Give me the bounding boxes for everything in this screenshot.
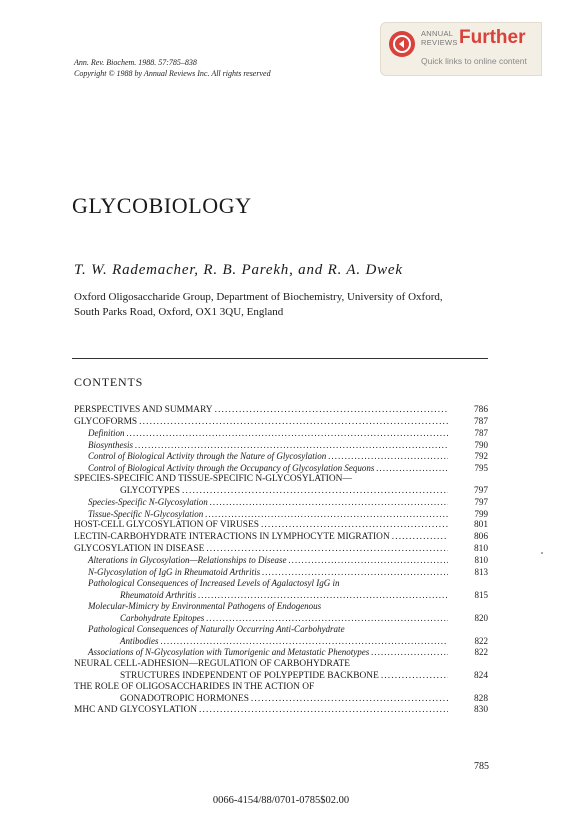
toc-entry-page: 815 — [474, 589, 488, 600]
toc-entry-title: GLYCOFORMS — [74, 416, 138, 427]
toc-leader-dots — [371, 647, 448, 659]
play-icon — [389, 31, 415, 57]
toc-entry-page: 813 — [474, 566, 488, 577]
toc-leader-dots — [376, 463, 448, 475]
toc-entry-title: Pathological Consequences of Naturally Occurring Anti-Carbohydrate — [88, 624, 345, 635]
toc-entry[interactable] — [74, 486, 488, 498]
toc-entry-title: NEURAL CELL-ADHESION—REGULATION OF CARBOHYDRATE — [74, 659, 350, 670]
affiliation-line-1: Oxford Oligosaccharide Group, Department of Biochemistry, University of Oxford, — [74, 291, 443, 303]
toc-entry[interactable] — [74, 417, 488, 429]
toc-entry-title: Control of Biological Activity through the Nature of Glycosylation — [88, 451, 327, 462]
toc-leader-dots — [262, 567, 448, 579]
toc-leader-dots — [261, 520, 448, 532]
authors: T. W. Rademacher, R. B. Parekh, and R. A. Dwek — [74, 262, 403, 278]
toc-entry[interactable] — [74, 705, 488, 717]
citation-line-1: Ann. Rev. Biochem. 1988. 57:785–838 — [74, 58, 197, 67]
toc-entry[interactable] — [74, 520, 488, 532]
citation — [74, 57, 271, 79]
toc-entry-title: Tissue-Specific N-Glycosylation — [88, 508, 204, 519]
toc-leader-dots — [210, 497, 448, 509]
toc-entry-page: 830 — [473, 705, 488, 716]
toc-entry-page: 786 — [473, 405, 488, 415]
toc-entry[interactable] — [74, 647, 488, 659]
toc-entry-page: 797 — [474, 497, 488, 508]
toc-leader-dots — [182, 486, 448, 498]
toc-entry[interactable] — [74, 682, 488, 694]
affiliation-line-2: South Parks Road, Oxford, OX1 3QU, England — [74, 306, 284, 318]
toc-entry-page: 828 — [473, 693, 488, 704]
toc-leader-dots — [135, 440, 448, 452]
toc-entry-title: Antibodies — [120, 635, 159, 646]
stray-mark — [541, 552, 543, 554]
toc-entry-title: GLYCOSYLATION IN DISEASE — [74, 543, 205, 554]
toc-entry-page: 787 — [474, 428, 488, 439]
toc-entry[interactable] — [74, 544, 488, 556]
banner-annual: ANNUAL — [421, 29, 454, 38]
toc-entry[interactable] — [74, 694, 488, 706]
toc-entry[interactable] — [74, 567, 488, 579]
toc-entry-page: 806 — [473, 532, 488, 543]
toc-entry[interactable] — [74, 601, 488, 613]
toc-entry-title: Species-Specific N-Glycosylation — [88, 497, 208, 508]
toc-leader-dots — [392, 532, 448, 544]
toc-entry-title: Definition — [88, 428, 125, 439]
toc-entry[interactable] — [74, 671, 488, 683]
toc-entry-title: LECTIN-CARBOHYDRATE INTERACTIONS IN LYMPHOCYTE MIGRATION — [74, 532, 390, 543]
toc-entry[interactable] — [74, 555, 488, 567]
toc-leader-dots — [205, 509, 448, 521]
toc-entry-title: Associations of N-Glycosylation with Tumorigenic and Metastatic Phenotypes — [88, 647, 370, 658]
toc-leader-dots — [251, 694, 448, 706]
toc-entry[interactable] — [74, 405, 488, 417]
toc-leader-dots — [161, 636, 449, 648]
toc-leader-dots — [139, 417, 448, 429]
further-banner[interactable] — [380, 22, 542, 76]
toc-entry-page: 797 — [473, 485, 488, 496]
toc-entry-page: 792 — [474, 451, 488, 462]
toc-entry-page: 822 — [474, 647, 488, 658]
toc-entry-page: 795 — [474, 462, 488, 473]
article-title: GLYCOBIOLOGY — [72, 193, 252, 218]
toc-entry-title: Rheumatoid Arthritis — [120, 589, 197, 600]
toc-entry[interactable] — [74, 451, 488, 463]
toc-entry-title: SPECIES-SPECIFIC AND TISSUE-SPECIFIC N-GLYCOSYLATION— — [74, 474, 352, 485]
toc-entry[interactable] — [74, 532, 488, 544]
toc-entry-title: HOST-CELL GLYCOSYLATION OF VIRUSES — [74, 520, 259, 531]
toc-entry-title: PERSPECTIVES AND SUMMARY — [74, 405, 213, 415]
toc-entry-title: THE ROLE OF OLIGOSACCHARIDES IN THE ACTION OF — [74, 682, 315, 693]
toc-entry[interactable] — [74, 474, 488, 486]
toc-entry-title: GONADOTROPIC HORMONES — [120, 693, 249, 704]
toc-entry-page: 810 — [473, 543, 488, 554]
toc-entry-page: 799 — [474, 508, 488, 519]
issn: 0066-4154/88/0701-0785$02.00 — [212, 795, 350, 806]
toc-entry-title: GLYCOTYPES — [120, 485, 181, 496]
toc-entry-page: 824 — [473, 670, 488, 681]
toc-entry-title: N-Glycosylation of IgG in Rheumatoid Arthritis — [88, 566, 261, 577]
toc-leader-dots — [206, 544, 448, 556]
toc-leader-dots — [198, 590, 448, 602]
toc-entry[interactable] — [74, 463, 488, 475]
toc-entry-title: Carbohydrate Epitopes — [120, 612, 205, 623]
toc-entry-title: MHC AND GLYCOSYLATION — [74, 705, 198, 716]
toc-entry[interactable] — [74, 624, 488, 636]
toc-entry[interactable] — [74, 578, 488, 590]
toc-entry[interactable] — [74, 428, 488, 440]
toc-entry-page: 820 — [474, 612, 488, 623]
table-of-contents — [74, 405, 488, 717]
toc-leader-dots — [215, 405, 448, 417]
page-number: 785 — [474, 761, 489, 772]
banner-further: Further — [459, 27, 526, 48]
banner-reviews: REVIEWS — [421, 38, 458, 47]
toc-leader-dots — [328, 451, 448, 463]
toc-entry-page: 822 — [474, 635, 488, 646]
toc-entry-page: 787 — [473, 416, 488, 427]
toc-leader-dots — [206, 613, 448, 625]
toc-entry-page: 810 — [474, 555, 488, 566]
toc-entry-title: Molecular-Mimicry by Environmental Pathogens of Endogenous — [88, 601, 322, 612]
banner-tagline: Quick links to online content — [421, 56, 527, 66]
toc-entry[interactable] — [74, 659, 488, 671]
toc-entry-page: 790 — [474, 439, 488, 450]
toc-entry-title: Biosynthesis — [88, 439, 133, 450]
contents-heading: CONTENTS — [74, 375, 144, 389]
divider — [72, 358, 488, 359]
toc-leader-dots — [199, 705, 448, 717]
toc-entry-page: 801 — [473, 520, 488, 531]
toc-entry[interactable] — [74, 497, 488, 509]
toc-leader-dots — [288, 555, 448, 567]
toc-entry[interactable] — [74, 440, 488, 452]
banner-annual-reviews — [421, 29, 458, 47]
toc-entry[interactable] — [74, 636, 488, 648]
toc-leader-dots — [127, 428, 449, 440]
toc-entry[interactable] — [74, 613, 488, 625]
toc-leader-dots — [381, 671, 448, 683]
toc-entry[interactable] — [74, 509, 488, 521]
affiliation — [74, 290, 494, 320]
toc-entry-title: Alterations in Glycosylation—Relationships to Disease — [88, 555, 287, 566]
toc-entry-title: STRUCTURES INDEPENDENT OF POLYPEPTIDE BACKBONE — [120, 670, 379, 681]
toc-entry-title: Control of Biological Activity through the Occupancy of Glycosylation Sequons — [88, 462, 375, 473]
citation-line-2: Copyright © 1988 by Annual Reviews Inc. All rights reserved — [74, 69, 271, 78]
toc-entry[interactable] — [74, 590, 488, 602]
toc-entry-title: Pathological Consequences of Increased Levels of Agalactosyl IgG in — [88, 578, 340, 589]
